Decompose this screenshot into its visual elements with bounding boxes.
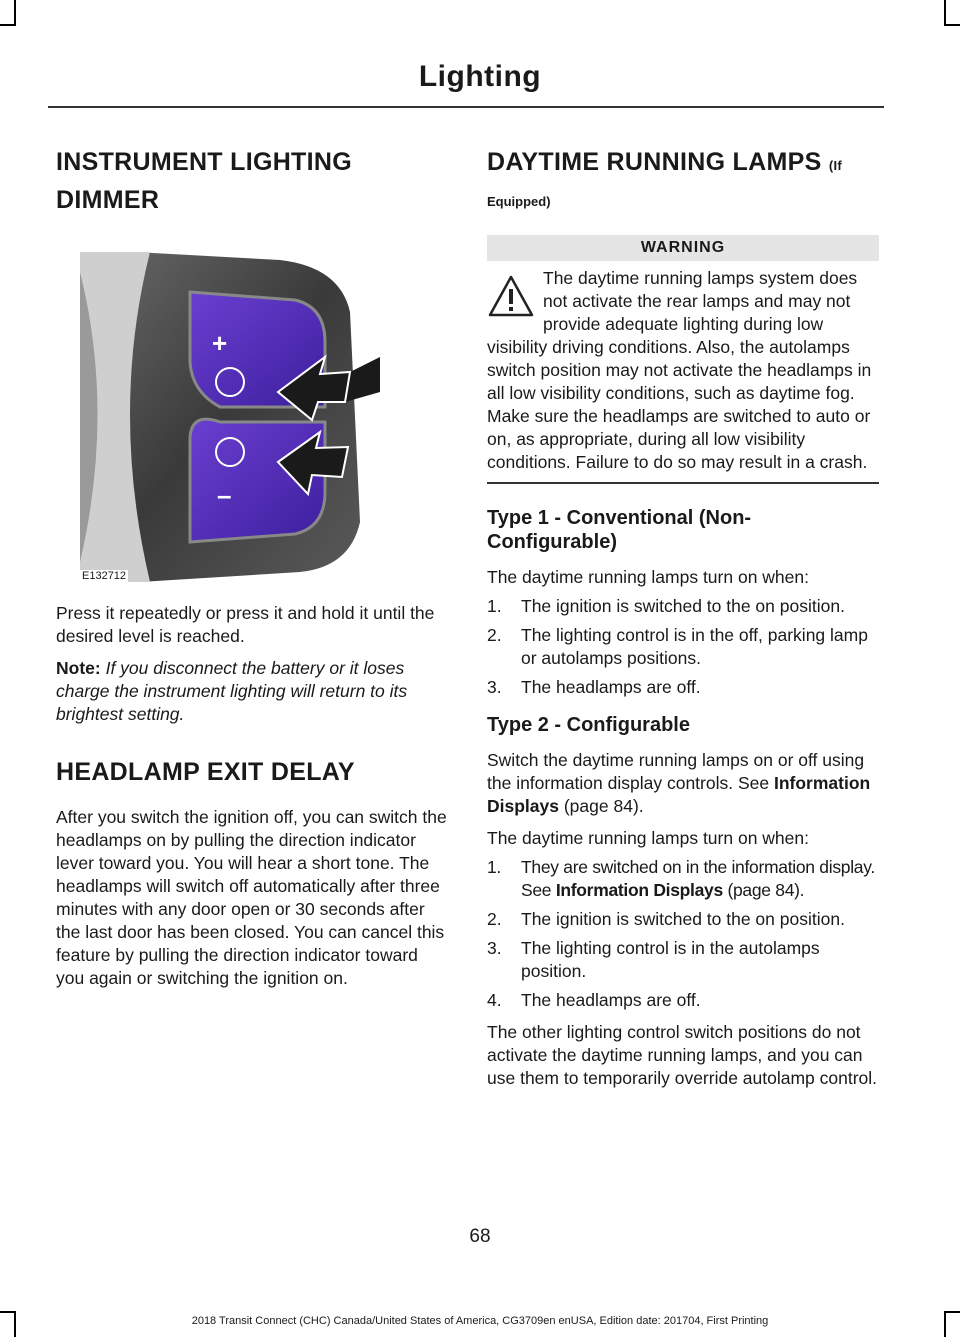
closing-paragraph: The other lighting control switch positions do not activate the daytime running lamps, and you can use them to temporarily override autolamp control. bbox=[487, 1022, 878, 1088]
warning-box bbox=[487, 235, 879, 484]
warning-title: WARNING bbox=[487, 235, 879, 261]
crop-mark bbox=[0, 1311, 16, 1313]
svg-text:–: – bbox=[217, 480, 232, 510]
list-item: 2. The ignition is switched to the on position. bbox=[487, 909, 845, 929]
drl-heading-suffix: Equipped) bbox=[487, 194, 551, 209]
list-item: 4. The headlamps are off. bbox=[487, 990, 701, 1010]
dimmer-switch-illustration bbox=[80, 252, 385, 582]
warning-rule bbox=[487, 482, 879, 484]
crop-mark bbox=[0, 24, 16, 26]
warning-body bbox=[487, 267, 879, 474]
list-item: 1. They are switched on in the information display. See Information Displays (page 84). bbox=[487, 857, 875, 900]
type1-list bbox=[487, 595, 879, 699]
information-displays-link[interactable]: Information Displays bbox=[555, 880, 723, 900]
type2-body: Switch the daytime running lamps on or off using the information display controls. See Information Displays (page 84). bbox=[487, 750, 871, 816]
list-item: 3. The headlamps are off. bbox=[487, 677, 701, 697]
information-displays-link[interactable]: Information Displays bbox=[487, 773, 871, 816]
right-column bbox=[487, 146, 879, 1090]
note-label: Note: bbox=[56, 658, 101, 678]
type2-intro: The daytime running lamps turn on when: bbox=[487, 828, 809, 848]
type2-list bbox=[487, 856, 879, 1012]
exit-delay-body: After you switch the ignition off, you can switch the headlamps on by pulling the direction indicator lever toward you. You will hear a short tone. The headlamps will switch off automatically after three minutes with any door open or 30 seconds after the last door has been closed. You can cancel this feature by pulling the direction indicator toward you again or switching the ignition on. bbox=[56, 807, 447, 988]
crop-mark bbox=[944, 24, 960, 26]
drl-heading: DAYTIME RUNNING LAMPS (If bbox=[487, 148, 842, 176]
exit-delay-heading: HEADLAMP EXIT DELAY bbox=[56, 758, 355, 786]
type1-heading: Type 1 - Conventional (Non-Configurable) bbox=[487, 507, 752, 553]
warning-triangle-icon bbox=[487, 273, 535, 321]
page-number: 68 bbox=[469, 1226, 491, 1247]
dimmer-heading: INSTRUMENT LIGHTING DIMMER bbox=[56, 148, 352, 214]
type2-heading: Type 2 - Configurable bbox=[487, 714, 690, 736]
warning-text: The daytime running lamps system does not activate the rear lamps and may not provide adequate lighting during low visibility driving conditions. Also, the autolamps switch position may not activate the headlamps in all low visibility conditions, such as daytime fog. Make sure the headlamps are switched to auto or on, as appropriate, during all low visibility conditions. Failure to do so may result in a crash. bbox=[487, 268, 872, 472]
list-item: 3. The lighting control is in the autolamps position. bbox=[487, 938, 820, 981]
footer-text: 2018 Transit Connect (CHC) Canada/United States of America, CG3709en enUSA, Edition date: 201704, First Printing bbox=[191, 1315, 769, 1327]
dimmer-body: Press it repeatedly or press it and hold it until the desired level is reached. bbox=[56, 603, 435, 646]
dimmer-note bbox=[56, 657, 448, 726]
crop-mark bbox=[944, 0, 946, 26]
svg-text:+: + bbox=[212, 328, 228, 358]
crop-mark bbox=[944, 1311, 960, 1313]
header-rule bbox=[48, 106, 884, 108]
type1-intro: The daytime running lamps turn on when: bbox=[487, 567, 809, 587]
left-column bbox=[56, 146, 448, 990]
figure-code: E132712 bbox=[82, 570, 127, 582]
page-title: Lighting bbox=[418, 60, 542, 93]
note-text: If you disconnect the battery or it loses charge the instrument lighting will return to its brightest setting. bbox=[56, 658, 408, 724]
dimmer-switch-figure bbox=[80, 252, 385, 582]
list-item: 1. The ignition is switched to the on position. bbox=[487, 596, 845, 616]
crop-mark bbox=[14, 0, 16, 26]
list-item: 2. The lighting control is in the off, parking lamp or autolamps positions. bbox=[487, 625, 868, 668]
